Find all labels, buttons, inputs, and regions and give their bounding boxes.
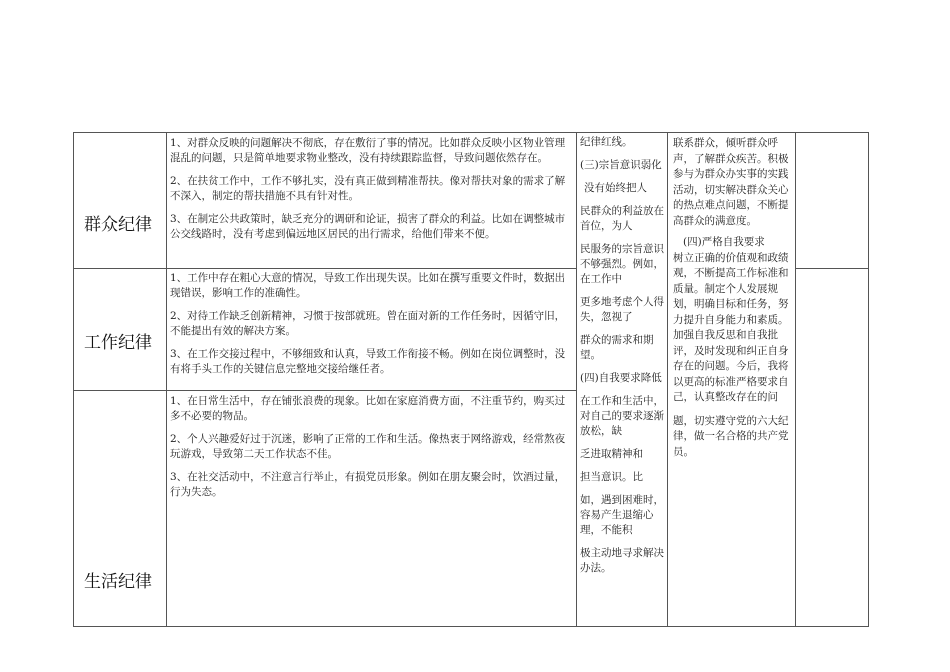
- col-divider-4: [795, 132, 796, 627]
- issue-text: 3、在制定公共政策时，缺乏充分的调研和论证，损害了群众的利益。比如在调整城市公交线路时，没有考虑到偏远地区居民的出行需求，给他们带来不便。: [170, 213, 566, 240]
- issue-text: 3、在社交活动中，不注意言行举止，有损党员形象。例如在朋友聚会时，饮酒过量，行为失态。: [170, 471, 566, 498]
- issue-text: 2、在扶贫工作中，工作不够扎实，没有真正做到精准帮扶。像对帮扶对象的需求了解不深入，制定的帮扶措施不具有针对性。: [170, 175, 566, 202]
- mass-discipline-issues: [170, 136, 572, 250]
- cause-text: 群众的需求和期望。: [580, 334, 654, 361]
- cause-text: 民服务的宗旨意识不够强烈。例如，在工作中: [580, 243, 664, 285]
- table-bottom-border: [73, 626, 869, 627]
- causes-column: [580, 135, 664, 576]
- cause-text: 纪律红线。: [580, 136, 633, 148]
- row-divider-2: [73, 390, 576, 391]
- issue-text: 1、工作中存在粗心大意的情况，导致工作出现失误。比如在撰写重要文件时，数据出现错误，影响工作的准确性。: [170, 272, 566, 299]
- work-discipline-issues: [170, 271, 572, 385]
- category-life-discipline: 生活纪律: [84, 572, 152, 592]
- category-work-discipline: 工作纪律: [84, 333, 152, 353]
- issue-text: 1、对群众反映的问题解决不彻底，存在敷衍了事的情况。比如群众反映小区物业管理混乱的问题，只是简单地要求物业整改，没有持续跟踪监督，导致问题依然存在。: [170, 137, 566, 164]
- issue-text: 2、对待工作缺乏创新精神，习惯于按部就班。曾在面对新的工作任务时，因循守旧，不能提出有效的解决方案。: [170, 310, 566, 337]
- cause-text: 没有始终把人: [584, 182, 647, 194]
- row-divider-1: [73, 268, 576, 269]
- issue-text: 2、个人兴趣爱好过于沉迷，影响了正常的工作和生活。像热衷于网络游戏，经常熬夜玩游戏，导致第二天工作状态不佳。: [170, 433, 566, 460]
- cause-heading: (三)宗旨意识弱化: [580, 159, 662, 171]
- table-right-border: [868, 132, 869, 627]
- issue-text: 1、在日常生活中，存在铺张浪费的现象。比如在家庭消费方面，不注重节约，购买过多不必要的物品。: [170, 395, 566, 422]
- life-discipline-issues: [170, 394, 572, 508]
- col-divider-1: [166, 132, 167, 627]
- cause-text: 在工作和生活中，对自己的要求逐渐放松，缺: [580, 395, 664, 437]
- col-divider-3: [667, 132, 668, 627]
- cause-text: 乏进取精神和: [580, 448, 643, 460]
- measure-text: 树立正确的价值观和政绩观，不断提高工作标准和质量。制定个人发展规划，明确目标和任务，努力提升自身能力和素质。加强自我反思和自我批评，及时发现和纠正自身存在的问题。今后，我将以更高的标准严格要求自己，认真整改存在的问: [673, 251, 789, 403]
- cause-text: 如，遇到困难时，容易产生退缩心理，不能积: [580, 494, 664, 536]
- cause-text: 民群众的利益放在首位，为人: [580, 205, 664, 232]
- col-divider-2: [576, 132, 577, 627]
- cause-text: 担当意识。比: [580, 471, 643, 483]
- measure-text: 题，切实遵守党的六大纪律，做一名合格的共产党员。: [673, 414, 789, 458]
- table-left-border: [73, 132, 74, 627]
- table-top-border: [73, 132, 869, 133]
- cause-heading: (四)自我要求降低: [580, 372, 662, 384]
- issue-text: 3、在工作交接过程中，不够细致和认真，导致工作衔接不畅。例如在岗位调整时，没有将手头工作的关键信息完整地交接给继任者。: [170, 348, 566, 375]
- cause-text: 极主动地寻求解决办法。: [580, 547, 664, 574]
- row-divider-1b: [795, 268, 869, 269]
- measures-column: [673, 136, 793, 460]
- measure-heading: (四)严格自我要求: [683, 236, 765, 248]
- measure-text: 联系群众，倾听群众呼声，了解群众疾苦。积极参与为群众办实事的实践活动，切实解决群众关心的热点难点问题，不断提高群众的满意度。: [673, 137, 789, 227]
- category-mass-discipline: 群众纪律: [84, 215, 152, 235]
- cause-text: 更多地考虑个人得失，忽视了: [580, 296, 664, 323]
